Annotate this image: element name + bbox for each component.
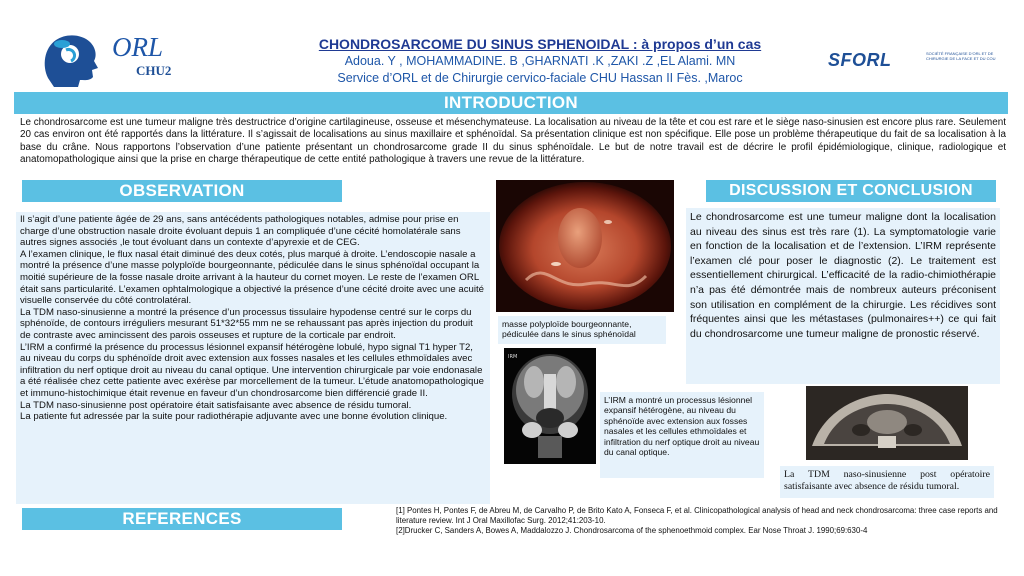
ct-caption: La TDM naso-sinusienne post opératoire satisfaisante avec absence de résidu tumoral. bbox=[780, 466, 994, 498]
svg-text:IRM: IRM bbox=[508, 354, 518, 360]
sforl-logo bbox=[828, 50, 998, 72]
observation-paragraph: A l’examen clinique, le flux nasal était diminué des deux cotés, plus marqué à droite. L’endoscopie nasale a montré la présence d’une masse polyploïde bourgeonnante, pédiculée dans le sinus sphénoïdal occupant la moitié supérieure de la fosse nasale droite arrivant à la hauteur du cornet moyen. Le reste de l’examen ORL était sans particularité. L’examen ophtalmologique a objectivé la présence d’une cécité droite avec une acuité visuelle conservée du côté controlatéral. bbox=[20, 248, 484, 307]
logo-left-text: ORL bbox=[112, 32, 164, 62]
endoscopy-caption: masse polyploïde bourgeonnante, pédiculée dans le sinus sphénoïdal bbox=[498, 316, 666, 344]
observation-paragraph: L’IRM a confirmé la présence du processus lésionnel expansif hétérogène lobulé, hypo signal T1 hyper T2, au niveau du corps du sphénoïde droit avec extension aux fosses nasales et les cellules ethmoïdales avec infiltration du nerf optique droit au niveau du canal optique. Une intervention chirurgicale par voie endonasale a été réalisée chez cette patiente avec exérèse par morcellement de la tumeur. L’étude anatomopathologique et immuno-histochimique était revenue en faveur d’un chondrosarcome bien différencié grade II. bbox=[20, 341, 484, 399]
head-profile-icon bbox=[40, 30, 102, 88]
discussion-text: Le chondrosarcome est une tumeur maligne dont la localisation au niveau des sinus est très rare (1). La symptomatologie varie en fonction de la localisation et de l’extension. L’IRM représente l’examen clé pour poser le diagnostic (2). Le traitement est essentiellement chirurgical. L’efficacité de la radio-chimiothérapie n’a pas été démontrée mais de nombreux auteurs préconisent son utilisation en complément de la chirurgie. Les récidives sont fréquentes ainsi que les métastases (pulmonaires++) ce qui fait du chondrosarcome une tumeur maligne de pronostic réservé. bbox=[690, 211, 996, 340]
reference-item: [2]Drucker C, Sanders A, Bowes A, Maddalozzo J. Chondrosarcoma of the sphenoethmoid complex. Ear Nose Throat J. 1990;69:630-4 bbox=[396, 525, 868, 535]
discussion-heading: DISCUSSION ET CONCLUSION bbox=[706, 180, 996, 202]
orl-chu2-logo bbox=[40, 30, 210, 88]
poster-title: CHONDROSARCOME DU SINUS SPHENOIDAL : à propos d’un cas bbox=[318, 36, 762, 52]
logo-left-sub: CHU2 bbox=[136, 63, 172, 78]
observation-paragraph: La TDM naso-sinusienne a montré la présence d’un processus tissulaire hypodense centré sur le corps du sphénoïde, de contours irréguliers mesurant 51*32*55 mm ne se rehaussant pas après injection du produit de contraste avec amincissent des parois osseuses et rupture de la corticale par endroit. bbox=[20, 306, 473, 341]
poster-authors: Adoua. Y , MOHAMMADINE. B ,GHARNATI .K ,ZAKI .Z ,EL Alami. MN bbox=[344, 54, 736, 68]
discussion-panel bbox=[686, 208, 1000, 384]
introduction-heading: INTRODUCTION bbox=[14, 92, 1008, 114]
ct-image bbox=[806, 386, 968, 460]
observation-text bbox=[16, 212, 490, 423]
logo-right-tagline: SOCIÉTÉ FRANÇAISE D’ORL ET DE CHIRURGIE DE LA FACE ET DU COU bbox=[926, 51, 996, 61]
introduction-text: Le chondrosarcome est une tumeur maligne très destructrice d’origine cartilagineuse, osseuse et mésenchymateuse. La localisation au niveau de la tête et cou est rare et le siège naso-sinusien est encore plus rare. Seulement 20 cas environ ont été rapportés dans la littérature. Il s’agissait de localisations au sinus maxillaire et sphénoïdal. Sa présentation clinique est non spécifique. Elle pose un problème thérapeutique du fait de sa localisation à la base du crâne. Nous rapportons l’observation d’une patiente présentant un chondrosarcome grade II du sinus sphénoïdale. Le but de notre travail est de décrire le profil épidémiologique, clinique, radiologique et anatomopathologique ainsi que la prise en charge thérapeutique de cette entité pathologique à travers une revue de la littérature. bbox=[20, 117, 1006, 165]
mri-caption: L’IRM a montré un processus lésionnel expansif hétérogène, au niveau du sphénoïde avec extension aux fosses nasales et les cellules ethmoïdales et infiltration du nerf optique droit au niveau du canal optique. bbox=[600, 392, 764, 478]
observation-heading: OBSERVATION bbox=[22, 180, 342, 202]
references-list bbox=[396, 506, 1016, 535]
poster-affiliation: Service d’ORL et de Chirurgie cervico-faciale CHU Hassan II Fès. ,Maroc bbox=[337, 71, 743, 85]
observation-paragraph: La patiente fut adressée par la suite pour radiothérapie adjuvante avec une bonne évolution clinique. bbox=[20, 411, 448, 423]
mri-image bbox=[504, 348, 596, 464]
observation-paragraph: Il s’agit d’une patiente âgée de 29 ans, sans antécédents pathologiques notables, admise pour prise en charge d’une obstruction nasale droite évoluant depuis 1 an compliquée d’une cécité homolatérale sans autres signes associés ,le tout évoluant dans un contexte d’apyrexie et de CEG. bbox=[20, 214, 461, 249]
endoscopy-image bbox=[496, 180, 674, 312]
reference-item: [1] Pontes H, Pontes F, de Abreu M, de Carvalho P, de Brito Kato A, Fonseca F, et al. Clinicopathological analysis of head and neck chondrosarcoma: three case reports and literature review. Int J Oral Maxillofac Surg. 2012;41:203-10. bbox=[396, 506, 998, 525]
references-heading: REFERENCES bbox=[22, 508, 342, 530]
logo-right-text: SFORL bbox=[828, 50, 892, 70]
observation-paragraph: La TDM naso-sinusienne post opératoire était satisfaisante avec absence de résidu tumoral. bbox=[20, 399, 412, 411]
observation-panel bbox=[16, 212, 490, 504]
